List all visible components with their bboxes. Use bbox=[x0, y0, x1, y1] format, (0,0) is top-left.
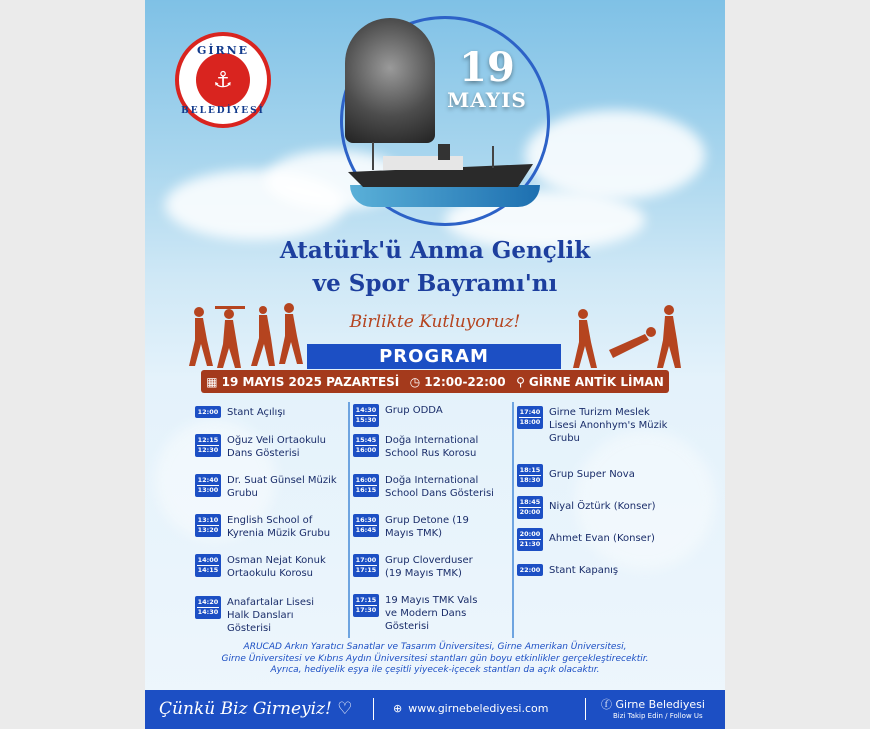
column-divider bbox=[348, 402, 350, 638]
time-start: 15:45 bbox=[355, 436, 377, 444]
time-start: 17:00 bbox=[355, 556, 377, 564]
athletes-right-silhouette bbox=[565, 300, 685, 372]
municipality-logo bbox=[175, 32, 271, 128]
footer-slogan-text: Çünkü Biz Girneyiz! bbox=[159, 699, 332, 719]
info-time-text: 12:00-22:00 bbox=[424, 374, 506, 389]
time-end: 12:30 bbox=[197, 446, 219, 454]
time-end: 17:30 bbox=[355, 606, 377, 614]
footer-divider bbox=[585, 698, 586, 720]
time-badge bbox=[195, 596, 221, 619]
event-name: Grup Super Nova bbox=[549, 469, 635, 480]
time-start: 17:15 bbox=[355, 596, 377, 604]
event-name: Niyal Öztürk (Konser) bbox=[549, 501, 656, 512]
event-name: Anafartalar Lisesi Halk Dansları Gösterisi bbox=[227, 597, 315, 634]
time-start: 12:40 bbox=[197, 476, 219, 484]
event-name: Stant Açılışı bbox=[227, 407, 286, 418]
time-start: 14:30 bbox=[355, 406, 377, 414]
time-badge bbox=[195, 474, 221, 497]
event-name: Grup Cloverduser (19 Mayıs TMK) bbox=[385, 555, 473, 579]
time-badge bbox=[517, 406, 543, 429]
title-line-2: ve Spor Bayramı'nı bbox=[312, 270, 558, 297]
schedule-item bbox=[353, 474, 510, 500]
time-start: 22:00 bbox=[519, 566, 541, 574]
column-divider bbox=[512, 402, 514, 638]
facebook-icon: ⓕ bbox=[601, 698, 612, 711]
footer-follow: Bizi Takip Edin / Follow Us bbox=[613, 712, 703, 720]
event-name: Grup Detone (19 Mayıs TMK) bbox=[385, 515, 469, 539]
event-poster bbox=[145, 0, 725, 729]
time-start: 13:10 bbox=[197, 516, 219, 524]
event-name: 19 Mayıs TMK Vals ve Modern Dans Gösterisi bbox=[385, 595, 478, 632]
time-badge bbox=[517, 464, 543, 487]
ship-icon bbox=[343, 142, 543, 192]
time-end: 13:20 bbox=[197, 526, 219, 534]
time-start: 12:00 bbox=[197, 408, 219, 416]
info-time bbox=[410, 375, 506, 389]
time-end: 15:30 bbox=[355, 416, 377, 424]
event-name: Ahmet Evan (Konser) bbox=[549, 533, 655, 544]
time-end: 14:15 bbox=[197, 566, 219, 574]
schedule-item bbox=[517, 464, 635, 487]
footer-facebook[interactable] bbox=[601, 696, 705, 712]
time-badge bbox=[195, 434, 221, 457]
footnote-line-2: Girne Üniversitesi ve Kıbrıs Aydın Üniversitesi stantları gün boyu etkinlikler gerçekleştirecektir. bbox=[221, 653, 649, 664]
time-end: 17:15 bbox=[355, 566, 377, 574]
event-name: Girne Turizm Meslek Lisesi Anonhym's Müzik Grubu bbox=[549, 407, 668, 444]
time-badge bbox=[353, 594, 379, 617]
footer-divider bbox=[373, 698, 374, 720]
time-badge bbox=[195, 514, 221, 537]
footnote-line-1: ARUCAD Arkın Yaratıcı Sanatlar ve Tasarım Üniversitesi, Girne Amerikan Üniversitesi, bbox=[243, 642, 627, 652]
schedule-item bbox=[195, 514, 347, 540]
time-badge bbox=[517, 528, 543, 551]
schedule-item bbox=[517, 528, 655, 551]
footer bbox=[145, 690, 725, 729]
schedule-item bbox=[353, 434, 510, 460]
time-end: 14:30 bbox=[197, 608, 219, 616]
info-date bbox=[206, 375, 399, 389]
footer-facebook-text[interactable]: Girne Belediyesi bbox=[615, 698, 705, 711]
location-pin-icon: ⚲ bbox=[516, 374, 525, 389]
time-start: 14:00 bbox=[197, 556, 219, 564]
time-start: 18:15 bbox=[519, 466, 541, 474]
time-end: 20:00 bbox=[519, 508, 541, 516]
schedule-item bbox=[195, 474, 337, 500]
time-start: 18:45 bbox=[519, 498, 541, 506]
schedule-item bbox=[195, 554, 347, 580]
info-date-text: 19 MAYIS 2025 PAZARTESİ bbox=[221, 374, 400, 389]
schedule-item bbox=[517, 496, 656, 519]
time-badge bbox=[353, 514, 379, 537]
info-place bbox=[516, 375, 664, 389]
time-badge bbox=[517, 564, 543, 576]
time-badge bbox=[195, 406, 221, 418]
footnote bbox=[175, 642, 695, 677]
time-start: 16:00 bbox=[355, 476, 377, 484]
time-badge bbox=[353, 434, 379, 457]
time-badge bbox=[353, 404, 379, 427]
time-end: 16:15 bbox=[355, 486, 377, 494]
hero-month: MAYIS bbox=[447, 88, 527, 112]
time-start: 20:00 bbox=[519, 530, 541, 538]
event-name: Doğa International School Rus Korosu bbox=[385, 435, 479, 459]
hero-day: 19 bbox=[459, 44, 515, 91]
schedule-item bbox=[517, 406, 674, 445]
program-heading: PROGRAM bbox=[307, 344, 561, 369]
event-name: Doğa International School Dans Gösterisi bbox=[385, 475, 494, 499]
subtitle: Birlikte Kutluyoruz! bbox=[349, 312, 521, 332]
event-name: Grup ODDA bbox=[385, 405, 443, 416]
schedule-item bbox=[195, 596, 322, 635]
clock-icon: ◷ bbox=[409, 374, 421, 389]
footnote-line-3: Ayrıca, hediyelik eşya ile çeşitli yiyecek-içecek stantları da açık olacaktır. bbox=[270, 665, 600, 675]
time-start: 17:40 bbox=[519, 408, 541, 416]
title-line-1: Atatürk'ü Anma Gençlik bbox=[279, 237, 591, 264]
athletes-left-silhouette bbox=[185, 300, 315, 372]
schedule-item bbox=[353, 594, 480, 633]
time-start: 16:30 bbox=[355, 516, 377, 524]
time-start: 12:15 bbox=[197, 436, 219, 444]
ataturk-portrait bbox=[345, 18, 435, 143]
schedule-item bbox=[353, 514, 485, 540]
event-name: Oğuz Veli Ortaokulu Dans Gösterisi bbox=[227, 435, 327, 459]
logo-emblem-icon: ⚓ bbox=[196, 53, 250, 107]
time-end: 18:00 bbox=[519, 418, 541, 426]
footer-slogan bbox=[159, 699, 353, 719]
time-badge bbox=[353, 554, 379, 577]
heart-icon: ♡ bbox=[337, 699, 353, 719]
schedule-item bbox=[195, 406, 285, 419]
schedule-item bbox=[517, 564, 618, 577]
time-badge bbox=[517, 496, 543, 519]
time-end: 13:00 bbox=[197, 486, 219, 494]
event-name: English School of Kyrenia Müzik Grubu bbox=[227, 515, 331, 539]
footer-website-text[interactable]: www.girnebelediyesi.com bbox=[408, 702, 549, 715]
time-start: 14:20 bbox=[197, 598, 219, 606]
info-place-text: GİRNE ANTİK LİMAN bbox=[528, 374, 664, 389]
info-bar bbox=[201, 370, 669, 393]
event-name: Stant Kapanış bbox=[549, 565, 619, 576]
time-end: 16:45 bbox=[355, 526, 377, 534]
event-name: Dr. Suat Günsel Müzik Grubu bbox=[227, 475, 337, 499]
globe-icon: ⊕ bbox=[393, 702, 403, 715]
event-name: Osman Nejat Konuk Ortaokulu Korosu bbox=[227, 555, 326, 579]
time-end: 16:00 bbox=[355, 446, 377, 454]
schedule-item bbox=[195, 434, 337, 460]
time-badge bbox=[353, 474, 379, 497]
logo-bottom-text: BELEDİYESİ bbox=[181, 106, 265, 116]
schedule-item bbox=[353, 404, 443, 427]
hero-date bbox=[427, 44, 547, 112]
time-badge bbox=[195, 554, 221, 577]
footer-website[interactable] bbox=[393, 702, 548, 715]
time-end: 21:30 bbox=[519, 540, 541, 548]
calendar-icon: ▦ bbox=[206, 374, 218, 389]
schedule-item bbox=[353, 554, 485, 580]
logo-top-text: GİRNE bbox=[196, 44, 250, 57]
time-end: 18:30 bbox=[519, 476, 541, 484]
